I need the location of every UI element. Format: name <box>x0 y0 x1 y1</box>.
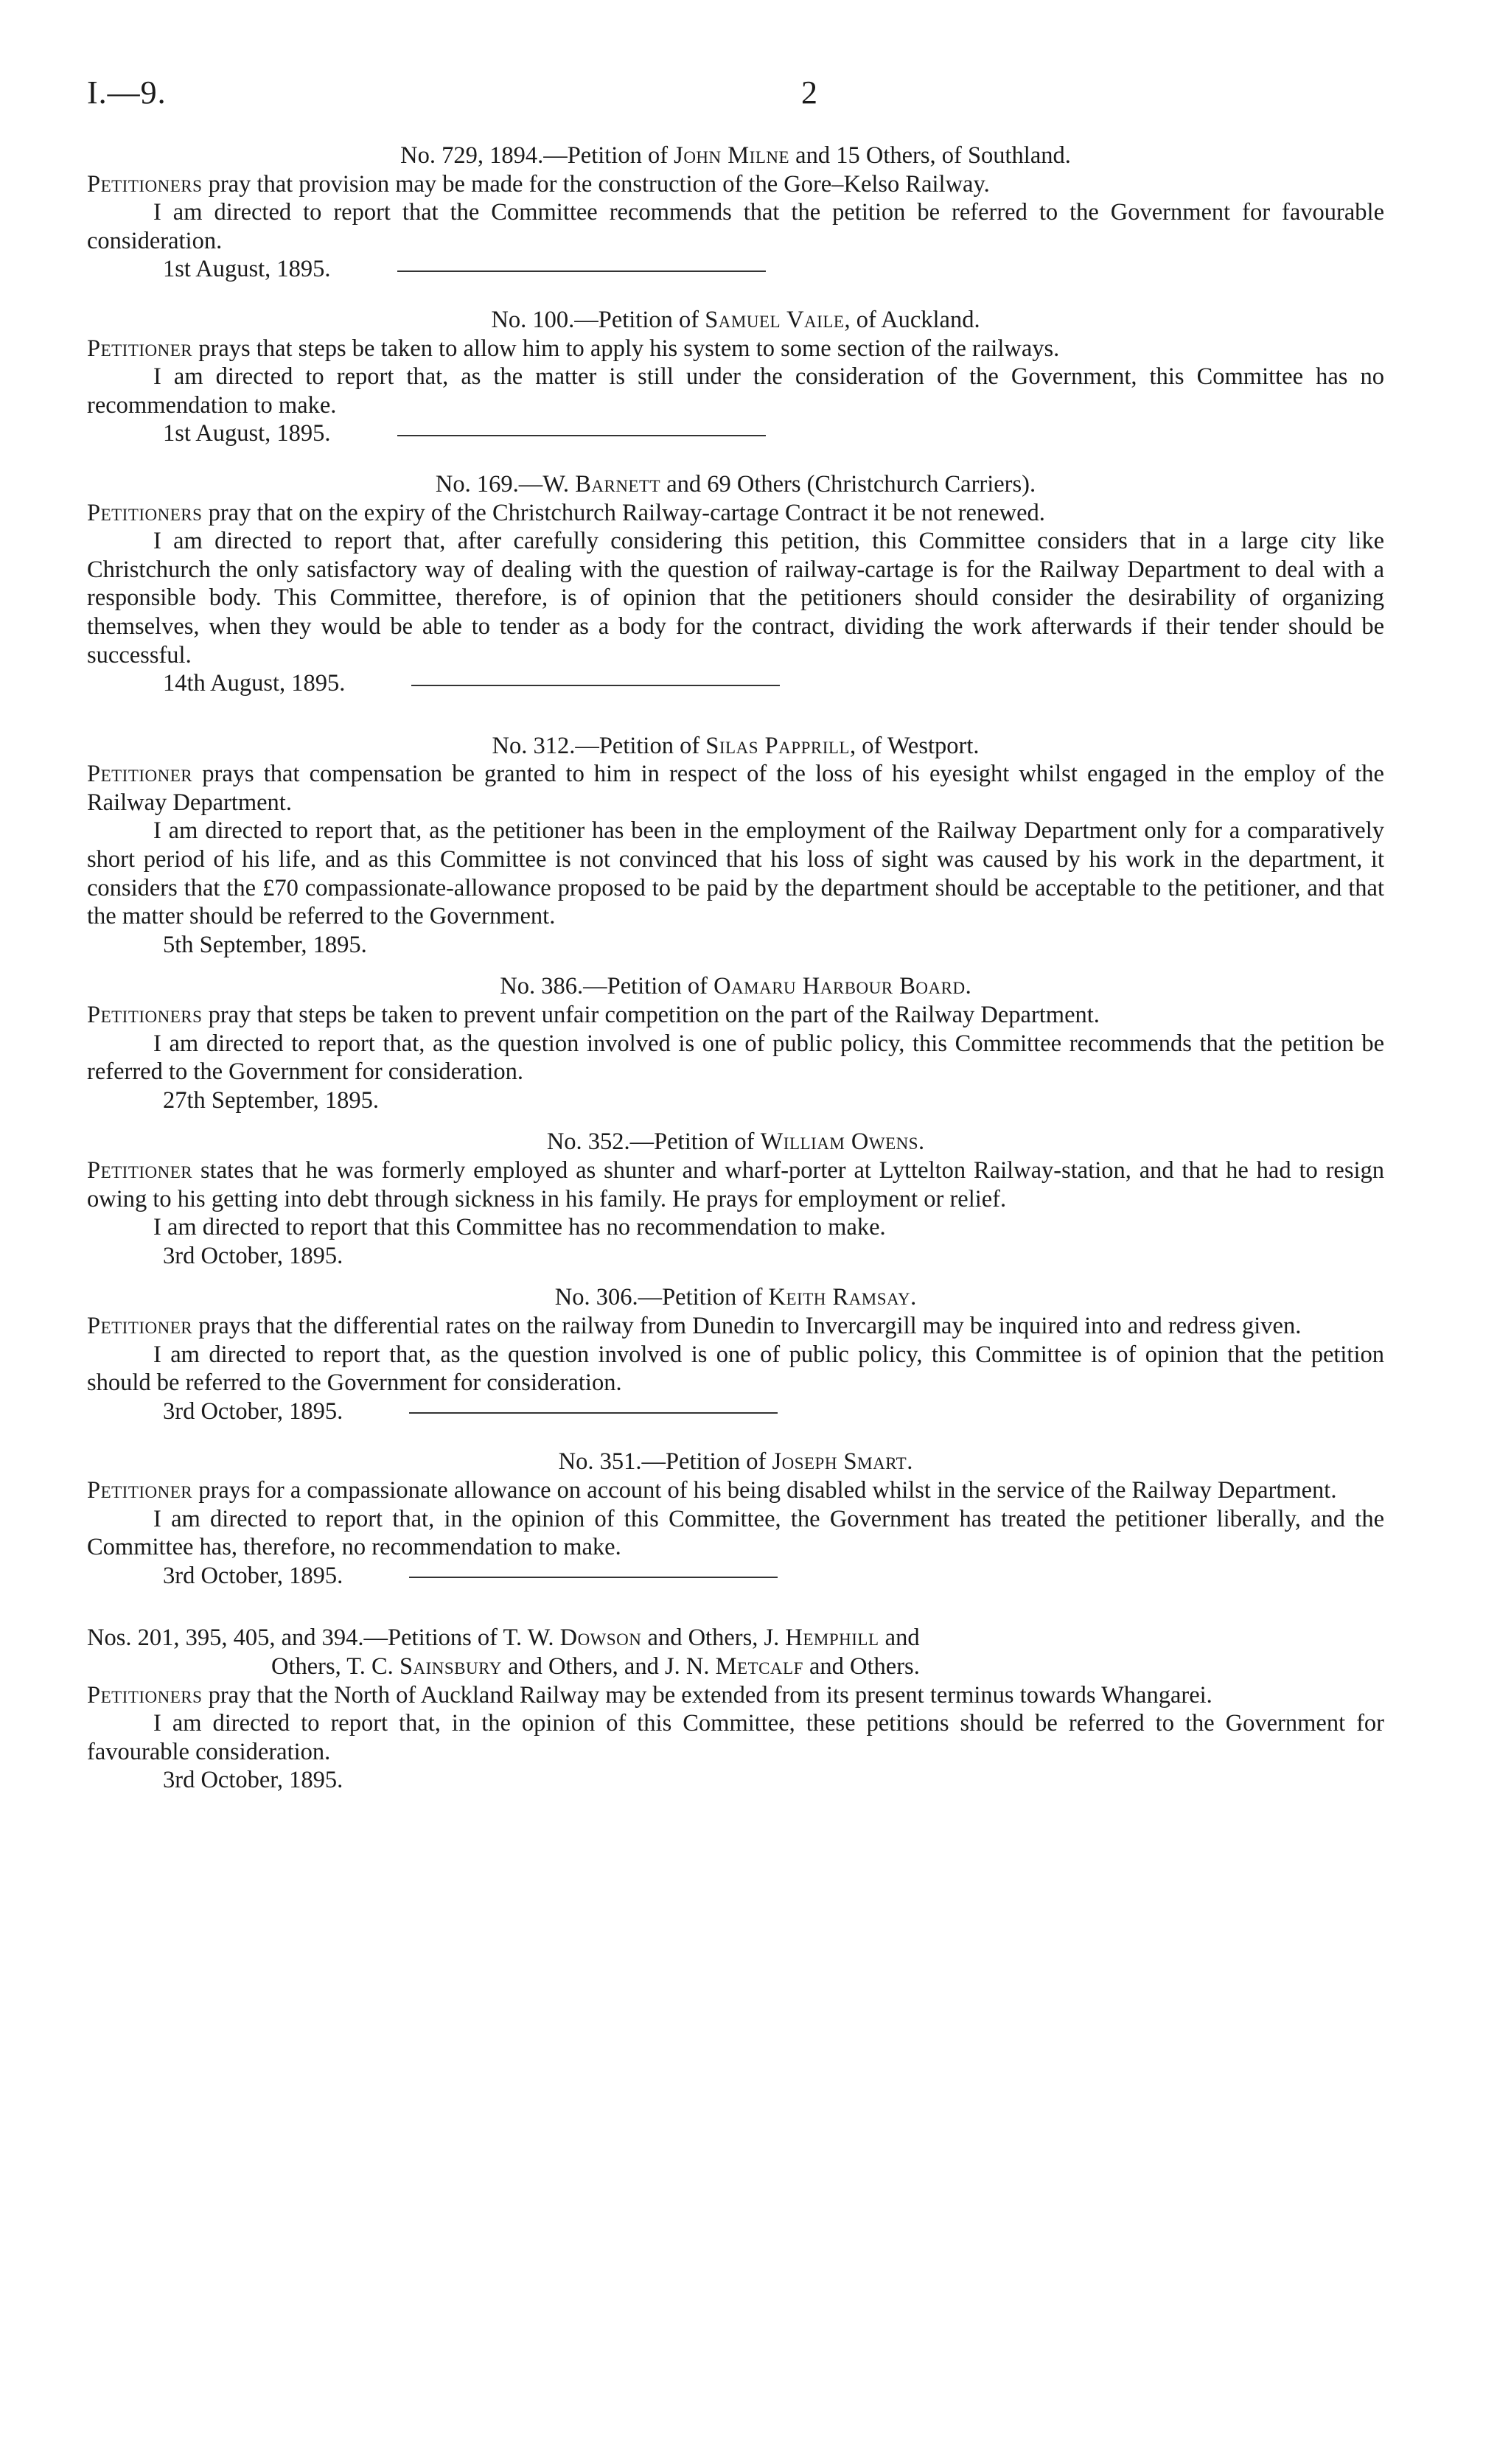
document-body <box>87 142 1384 1795</box>
petition-prayer: Petitioners pray that provision may be made for the construction of the Gore–Kelso Railway. <box>87 170 990 198</box>
petition-prayer: Petitioner prays that the differential rates on the railway from Dunedin to Invercargill may be inquired into and redress given. <box>87 1312 1302 1339</box>
petition-title: No. 386.—Petition of Oamaru Harbour Board. <box>500 973 971 1000</box>
report-date: 5th September, 1895. <box>163 931 367 958</box>
petition-title: No. 306.—Petition of Keith Ramsay. <box>554 1284 917 1311</box>
committee-report: I am directed to report that the Committee recommends that the petition be referred to the Government for favourable consideration. <box>87 199 1384 254</box>
separator-rule <box>409 1412 778 1414</box>
committee-report: I am directed to report that, in the opinion of this Committee, these petitions should be referred to the Government for favourable consideration. <box>87 1710 1384 1765</box>
petitioner-name: Metcalf <box>715 1652 803 1680</box>
petitioner-name: Hemphill <box>785 1624 879 1652</box>
petition-entry <box>87 732 1384 960</box>
petitioner-name: Joseph Smart <box>772 1448 907 1476</box>
petition-title: Nos. 201, 395, 405, and 394.—Petitions of T. W. Dowson and Others, J. Hemphill and Others, T. C. Sainsbury and Others, and J. N. Metcalf and Others. <box>87 1624 920 1680</box>
committee-report: I am directed to report that, as the question involved is one of public policy, this Committee is of opinion that the petition should be referred to the Government for consideration. <box>87 1341 1384 1397</box>
petition-entry <box>87 142 1384 284</box>
petition-prayer: Petitioners pray that on the expiry of the Christchurch Railway-cartage Contract it be not renewed. <box>87 499 1045 526</box>
petition-prayer: Petitioner states that he was formerly employed as shunter and wharf-porter at Lyttelton Railway-station, and that he had to resign owing to his getting into debt through sickness in his family. He prays for employment or relief. <box>87 1157 1384 1212</box>
petitioner-name: Sainsbury <box>399 1652 502 1680</box>
petitioner-name: Oamaru Harbour Board <box>713 973 966 1000</box>
separator-rule <box>397 271 766 272</box>
petition-entry-combined <box>87 1624 1384 1795</box>
committee-report: I am directed to report that this Committee has no recommendation to make. <box>153 1214 886 1241</box>
petition-entry <box>87 972 1384 1114</box>
petitioner-name: John Milne <box>674 142 790 169</box>
petition-prayer: Petitioner prays that steps be taken to allow him to apply his system to some section of the railways. <box>87 335 1060 362</box>
petitioner-name: Samuel Vaile <box>705 306 845 333</box>
paper-reference: I.—9. <box>87 74 167 111</box>
petitioner-name: Dowson <box>559 1624 642 1652</box>
petitioner-name: Barnett <box>575 470 661 498</box>
page-header <box>87 74 1443 118</box>
petition-prayer: Petitioners pray that steps be taken to prevent unfair competition on the part of the Railway Department. <box>87 1002 1100 1029</box>
petition-title: No. 352.—Petition of William Owens. <box>546 1128 925 1156</box>
petition-entry <box>87 306 1384 448</box>
petition-title: No. 729, 1894.—Petition of John Milne and 15 Others, of Southland. <box>400 142 1071 169</box>
report-date: 3rd October, 1895. <box>163 1242 343 1269</box>
page-number: 2 <box>801 74 817 111</box>
committee-report: I am directed to report that, as the question involved is one of public policy, this Committee recommends that the petition be referred to the Government for consideration. <box>87 1030 1384 1086</box>
petitioner-name: Keith Ramsay <box>768 1284 911 1311</box>
petition-prayer: Petitioner prays for a compassionate allowance on account of his being disabled whilst in the service of the Railway Department. <box>87 1476 1337 1504</box>
petition-title: No. 351.—Petition of Joseph Smart. <box>558 1448 913 1476</box>
committee-report: I am directed to report that, as the petitioner has been in the employment of the Railway Department only for a comparatively short period of his life, and as this Committee is not convinced that his loss of sight was caused by his work in the department, it considers that the £70 compassionate-allowance proposed to be paid by the department should be acceptable to the petitioner, and that the matter should be referred to the Government. <box>87 817 1384 930</box>
report-date: 3rd October, 1895. <box>163 1767 343 1794</box>
petition-prayer: Petitioners pray that the North of Auckland Railway may be extended from its present terminus towards Whangarei. <box>87 1681 1212 1709</box>
petition-entry <box>87 1128 1384 1270</box>
report-date: 1st August, 1895. <box>87 419 1384 448</box>
petition-entry <box>87 470 1384 698</box>
separator-rule <box>411 685 780 686</box>
report-date: 3rd October, 1895. <box>87 1397 1384 1426</box>
petition-entry <box>87 1283 1384 1425</box>
petition-prayer: Petitioner prays that compensation be granted to him in respect of the loss of his eyesight whilst engaged in the employ of the Railway Department. <box>87 761 1384 816</box>
petition-title: No. 312.—Petition of Silas Papprill, of Westport. <box>492 732 980 759</box>
committee-report: I am directed to report that, in the opinion of this Committee, the Government has treated the petitioner liberally, and the Committee has, therefore, no recommendation to make. <box>87 1505 1384 1561</box>
committee-report: I am directed to report that, as the matter is still under the consideration of the Government, this Committee has no recommendation to make. <box>87 363 1384 419</box>
petitioner-name: Silas Papprill <box>705 732 850 759</box>
petition-title: No. 100.—Petition of Samuel Vaile, of Auckland. <box>491 306 980 333</box>
report-date: 14th August, 1895. <box>87 669 1384 698</box>
report-date: 1st August, 1895. <box>87 255 1384 284</box>
committee-report: I am directed to report that, after carefully considering this petition, this Committee considers that in a large city like Christchurch the only satisfactory way of dealing with the question of railway-cartage is for the Railway Department to deal with a responsible body. This Committee, therefore, is of opinion that the petitioners should consider the desirability of organizing themselves, when they would be able to tender as a body for the contract, dividing the work afterwards if their tender should be successful. <box>87 528 1384 669</box>
separator-rule <box>397 435 766 436</box>
petitioner-name: William Owens <box>760 1128 919 1156</box>
petition-title: No. 169.—W. Barnett and 69 Others (Christchurch Carriers). <box>435 470 1036 498</box>
report-date: 27th September, 1895. <box>163 1086 379 1114</box>
separator-rule <box>409 1577 778 1578</box>
report-date: 3rd October, 1895. <box>87 1562 1384 1591</box>
petition-entry <box>87 1448 1384 1590</box>
